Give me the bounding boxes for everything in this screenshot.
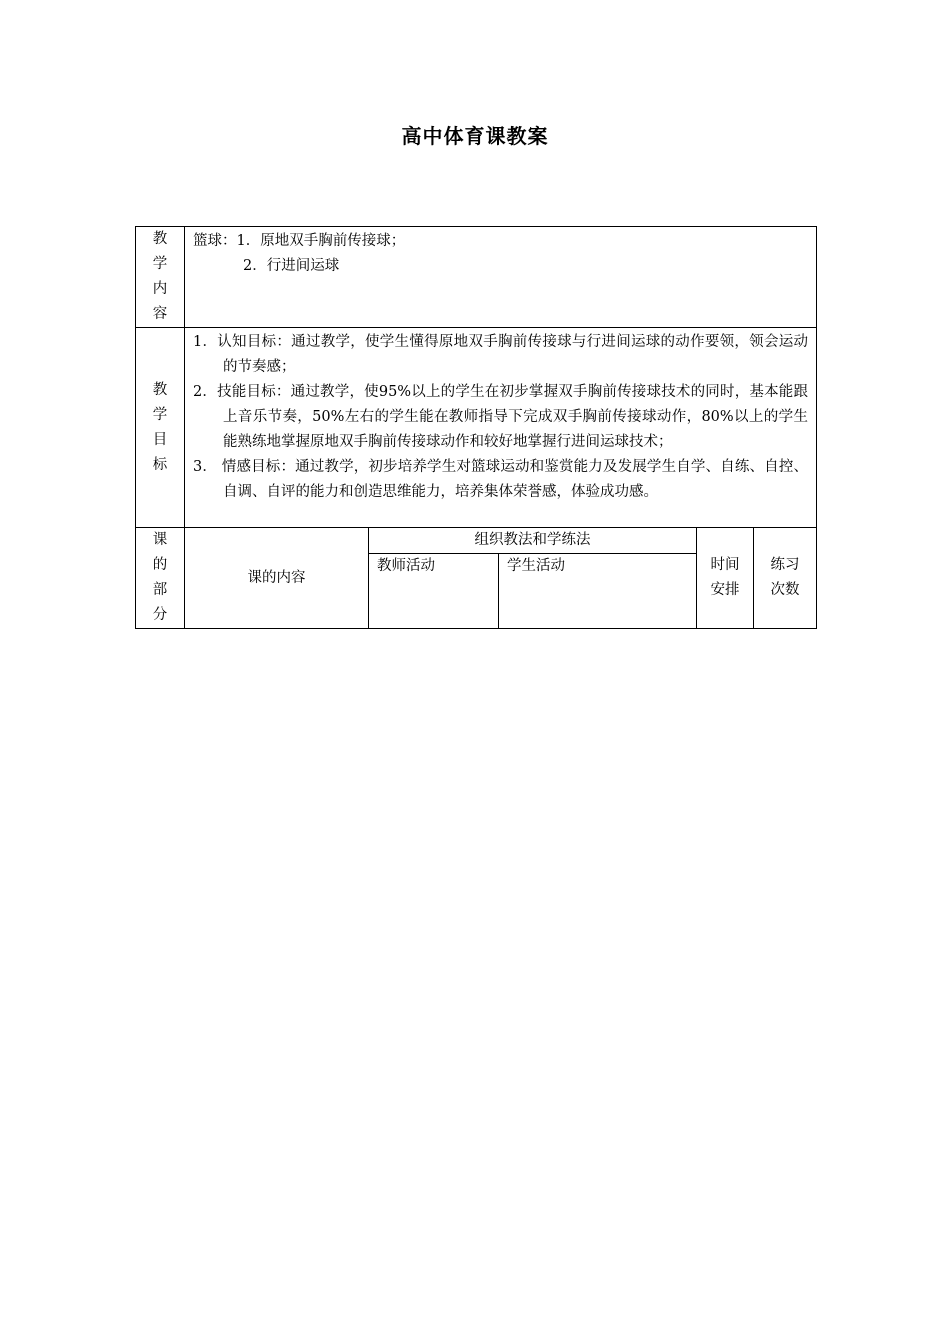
content-line-2: 2．行进间运球: [243, 258, 340, 274]
content-line-1: 篮球：1．原地双手胸前传接球；: [193, 233, 406, 249]
goal-emotional: 3． 情感目标：通过教学，初步培养学生对篮球运动和鉴赏能力及发展学生自学、自练、自控、自调、自评的能力和创造思维能力，培养集体荣誉感，体验成功感。: [193, 459, 809, 500]
row-section-header: [136, 528, 817, 554]
row-teaching-goals: [136, 328, 817, 528]
header-teacher-activity: 教师活动: [369, 554, 499, 629]
teaching-goals-cell: [185, 328, 817, 528]
lesson-plan-table: [135, 226, 817, 629]
label-teaching-goals: 教 学 目 标: [136, 328, 185, 528]
header-lesson-content: 课的内容: [185, 528, 369, 629]
label-lesson-part: 课 的 部 分: [136, 528, 185, 629]
label-teaching-content: 教 学 内 容: [136, 227, 185, 328]
header-student-activity: 学生活动: [499, 554, 697, 629]
header-time: 时间 安排: [697, 528, 754, 629]
teaching-content-cell: [185, 227, 817, 328]
goal-skill: 2．技能目标：通过教学，使95%以上的学生在初步掌握双手胸前传接球技术的同时，基本能跟上音乐节奏，50%左右的学生能在教师指导下完成双手胸前传接球动作，80%以上的学生能熟练地掌握原地双手胸前传接球动作和较好地掌握行进间运球技术；: [193, 384, 809, 450]
header-practice: 练习 次数: [754, 528, 817, 629]
row-teaching-content: [136, 227, 817, 328]
goal-cognitive: 1．认知目标：通过教学，使学生懂得原地双手胸前传接球与行进间运球的动作要领，领会运动的节奏感；: [193, 334, 809, 375]
page-title: 高中体育课教案: [401, 124, 549, 148]
header-methods: 组织教法和学练法: [369, 528, 697, 554]
